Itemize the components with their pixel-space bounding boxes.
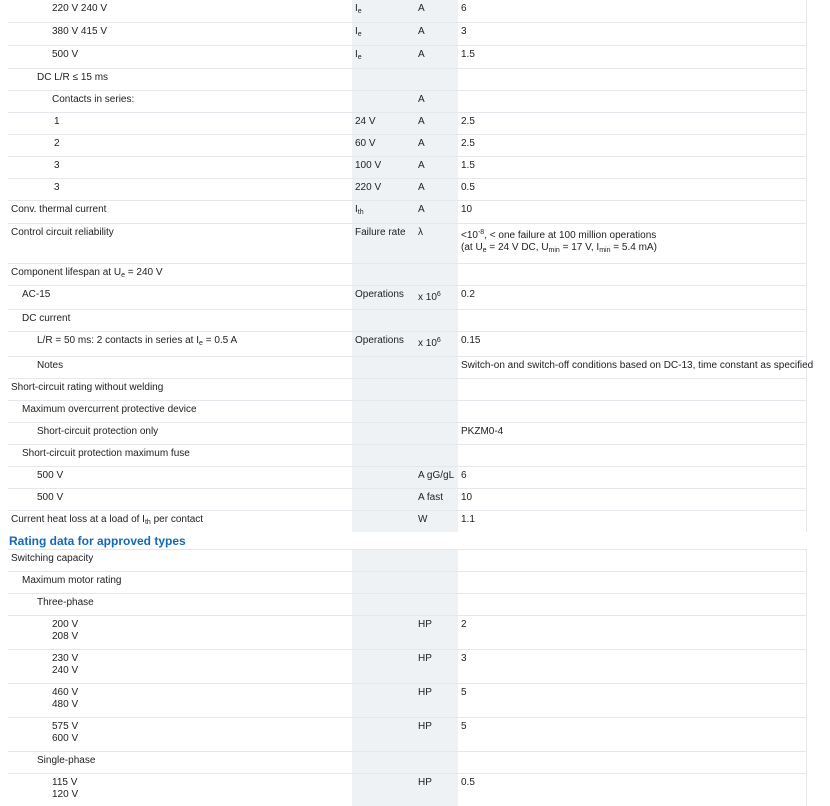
table-row xyxy=(8,68,806,90)
row-label: 500 V xyxy=(37,469,64,481)
row-unit: W xyxy=(418,513,428,525)
row-unit: HP xyxy=(418,653,432,664)
table-row xyxy=(8,263,806,285)
row-value: 6 xyxy=(461,3,467,14)
row-unit: λ xyxy=(418,226,423,238)
table-row xyxy=(8,550,806,572)
table-row xyxy=(8,356,806,378)
row-unit: A fast xyxy=(418,491,444,503)
spec-sheet xyxy=(8,0,814,806)
row-symbol: 60 V xyxy=(355,137,376,149)
row-value: 5 xyxy=(461,687,467,698)
row-label: 3 xyxy=(54,181,60,193)
row-unit: A xyxy=(418,3,425,14)
table-row xyxy=(8,572,806,594)
row-unit: A xyxy=(418,115,425,127)
table-row xyxy=(8,422,806,444)
row-label: Conv. thermal current xyxy=(11,203,107,215)
row-unit: A xyxy=(418,203,425,215)
row-value: $<10^{-8}$, < one failure at 100 million operations (at $U_e = 24$ V DC, $U_{min} = 17$ V, $I_{min} = 5.4$ mA) xyxy=(461,228,657,254)
row-label: Component lifespan at $U_e = 240$ V xyxy=(11,266,163,279)
table-row xyxy=(8,178,806,200)
row-label: Maximum motor rating xyxy=(22,575,122,586)
table-row xyxy=(8,378,806,400)
table-row xyxy=(8,444,806,466)
row-symbol: Failure rate xyxy=(355,226,406,238)
row-value: 2.5 xyxy=(461,115,475,127)
table-row xyxy=(8,0,806,22)
table-row xyxy=(8,156,806,178)
table-row xyxy=(8,309,806,331)
row-unit: x $10^6$ xyxy=(418,336,441,349)
row-unit: x $10^6$ xyxy=(418,290,441,303)
row-symbol: Operations xyxy=(355,288,404,300)
row-value: 3 xyxy=(461,653,467,664)
row-symbol: Operations xyxy=(355,334,404,346)
row-label: Short-circuit protection only xyxy=(37,425,159,437)
approved-types-table xyxy=(8,549,807,806)
table-row xyxy=(8,684,806,718)
table-row xyxy=(8,90,806,112)
table-row xyxy=(8,594,806,616)
row-symbol: $I_e$ xyxy=(355,25,362,38)
row-unit: A xyxy=(418,48,425,60)
row-label: 2 xyxy=(54,137,60,149)
row-value: 1.5 xyxy=(461,48,475,60)
row-label: Maximum overcurrent protective device xyxy=(22,403,197,415)
row-label: Single-phase xyxy=(37,755,96,766)
table-row xyxy=(8,285,806,309)
table-row xyxy=(8,200,806,223)
table-row xyxy=(8,752,806,774)
row-value: 2.5 xyxy=(461,137,475,149)
row-unit: A xyxy=(418,93,425,105)
row-symbol: $I_e$ xyxy=(355,3,362,15)
table-row xyxy=(8,466,806,488)
technical-data-table xyxy=(8,0,814,532)
row-label: 200 V 208 V xyxy=(52,619,79,642)
row-label: DC L/R ≤ 15 ms xyxy=(37,71,109,83)
row-label: 220 V 240 V xyxy=(52,3,108,14)
row-unit: A gG/gL xyxy=(418,469,455,481)
table-row xyxy=(8,331,806,356)
row-value: 1.5 xyxy=(461,159,475,171)
row-value: 2 xyxy=(461,619,467,630)
row-unit: HP xyxy=(418,777,432,788)
row-unit: A xyxy=(418,25,425,37)
table-row xyxy=(8,134,806,156)
row-value: 5 xyxy=(461,721,467,732)
row-unit: HP xyxy=(418,687,432,698)
row-label: Control circuit reliability xyxy=(11,226,114,238)
row-label: 3 xyxy=(54,159,60,171)
table-row xyxy=(8,616,806,650)
row-value: 0.5 xyxy=(461,181,475,193)
row-value: 0.15 xyxy=(461,334,481,346)
row-unit: A xyxy=(418,137,425,149)
row-value: 10 xyxy=(461,491,473,503)
row-label: 575 V 600 V xyxy=(52,721,79,744)
row-value: 0.5 xyxy=(461,777,475,788)
row-value: PKZM0-4 xyxy=(461,425,504,437)
row-value: 10 xyxy=(461,203,473,215)
row-unit: HP xyxy=(418,721,432,732)
row-unit: HP xyxy=(418,619,432,630)
row-label: 380 V 415 V xyxy=(52,25,108,37)
table-row xyxy=(8,112,806,134)
table-row xyxy=(8,22,806,45)
row-value: Switch-on and switch-off conditions based on DC-13, time constant as specified xyxy=(461,359,814,371)
table-row xyxy=(8,400,806,422)
table-row xyxy=(8,45,806,68)
row-label: 500 V xyxy=(37,491,64,503)
row-label: Contacts in series: xyxy=(52,93,135,105)
row-label: Current heat loss at a load of $I_{th}$ per contact xyxy=(11,513,204,526)
row-label: Notes xyxy=(37,359,64,371)
row-label: L/R = 50 ms: 2 contacts in series at $I_e = 0.5$ A xyxy=(37,334,238,347)
row-value: 3 xyxy=(461,25,467,37)
row-unit: A xyxy=(418,159,425,171)
table-row xyxy=(8,718,806,752)
row-label: 115 V 120 V xyxy=(52,777,79,800)
row-symbol: $I_{th}$ xyxy=(355,203,364,216)
row-label: AC-15 xyxy=(22,288,51,300)
row-label: 1 xyxy=(54,115,60,127)
row-label: Short-circuit protection maximum fuse xyxy=(22,447,190,459)
row-value: 0.2 xyxy=(461,288,475,300)
table-row xyxy=(8,488,806,510)
row-label: Short-circuit rating without welding xyxy=(11,381,164,393)
row-symbol: 100 V xyxy=(355,159,382,171)
row-value: 6 xyxy=(461,469,467,481)
row-value: 1.1 xyxy=(461,513,475,525)
table-row xyxy=(8,650,806,684)
section-heading: Rating data for approved types xyxy=(9,534,186,548)
row-label: DC current xyxy=(22,312,71,324)
row-symbol: 220 V xyxy=(355,181,382,193)
row-unit: A xyxy=(418,181,425,193)
row-label: 230 V 240 V xyxy=(52,653,79,676)
row-label: Switching capacity xyxy=(11,553,94,564)
row-label: 500 V xyxy=(52,48,79,60)
row-symbol: 24 V xyxy=(355,115,376,127)
row-label: 460 V 480 V xyxy=(52,687,79,710)
table-row xyxy=(8,223,806,263)
table-row xyxy=(8,774,806,806)
row-symbol: $I_e$ xyxy=(355,48,362,61)
table-row xyxy=(8,510,806,532)
row-label: Three-phase xyxy=(37,597,94,608)
